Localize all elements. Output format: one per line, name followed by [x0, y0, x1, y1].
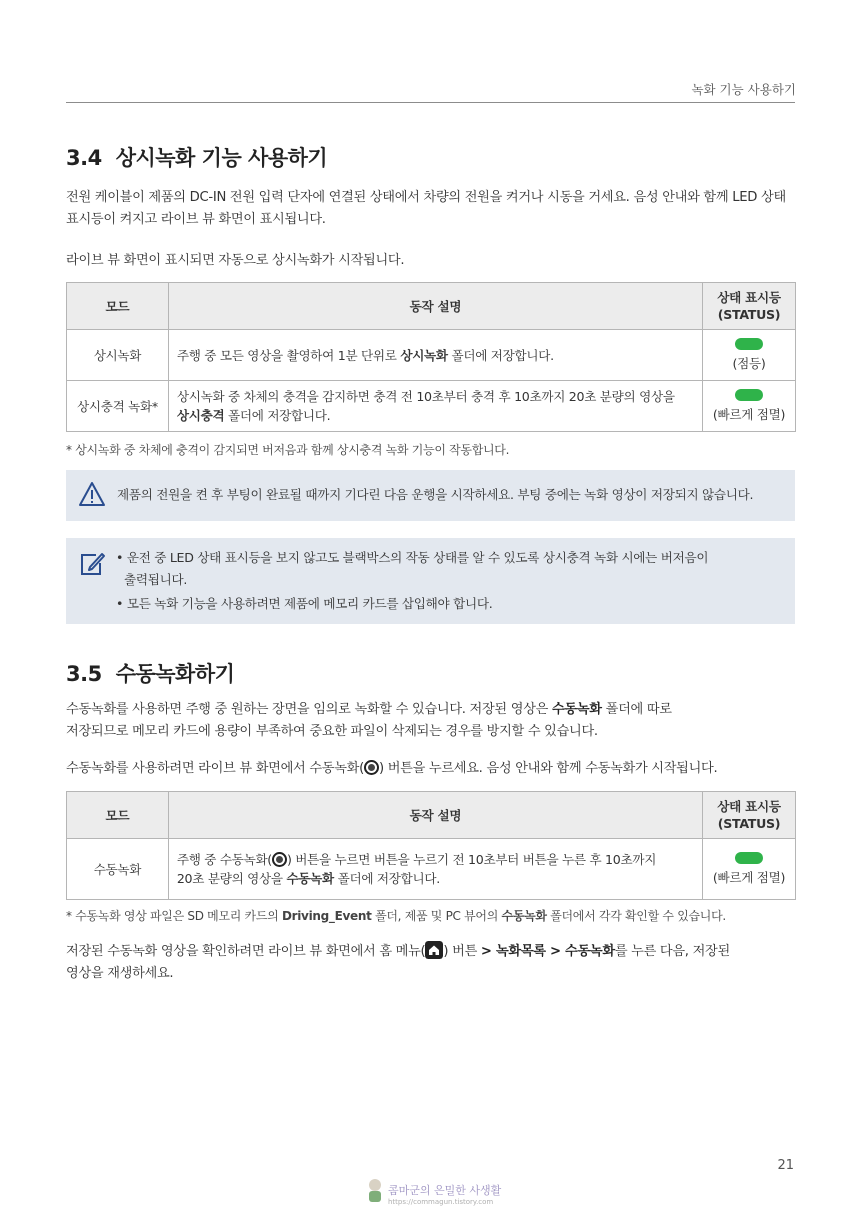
warning-text: 제품의 전원을 켠 후 부팅이 완료될 때까지 기다린 다음 운행을 시작하세요. 부팅 중에는 녹화 영상이 저장되지 않습니다.: [117, 487, 754, 502]
section-heading-3-4: [66, 142, 327, 172]
text: 폴더, 제품 및 PC 뷰어의: [371, 909, 502, 923]
status-label: 상태 표시등: [717, 799, 781, 814]
status-text: (빠르게 점멸): [712, 406, 786, 422]
desc-text: 폴더에 저장합니다.: [447, 347, 554, 363]
note-item: [116, 547, 708, 591]
header-status: [703, 283, 796, 330]
home-icon: [425, 941, 443, 959]
desc-text: 20초 분량의 영상을: [176, 871, 287, 886]
description-cell: [168, 330, 702, 381]
text: 영상을 재생하세요.: [66, 966, 174, 981]
status-cell: [703, 381, 796, 432]
paragraph: [66, 941, 796, 985]
text: 저장되므로 메모리 카드에 용량이 부족하여 중요한 파일이 삭제되는 경우를 방지할 수 있습니다.: [66, 724, 598, 739]
text: 폴더에서 각각 확인할 수 있습니다.: [546, 909, 726, 923]
section-title: 상시녹화 기능 사용하기: [115, 146, 328, 170]
paragraph: [66, 758, 796, 780]
note-item: • 모든 녹화 기능을 사용하려면 제품에 메모리 카드를 삽입해야 합니다.: [116, 596, 493, 611]
watermark-url: https://commagun.tistory.com: [388, 1198, 494, 1206]
header-mode: 모드: [67, 283, 169, 330]
status-cell: [703, 839, 796, 900]
text: 폴더에 따로: [601, 702, 672, 717]
status-sublabel: (STATUS): [717, 816, 781, 831]
section-number: 3.4: [66, 146, 102, 170]
text: 를 누른 다음, 저장된: [614, 944, 730, 959]
section-title: 수동녹화하기: [115, 662, 235, 686]
status-text: (점등): [732, 355, 766, 371]
text: ) 버튼을 누르세요. 음성 안내와 함께 수동녹화가 시작됩니다.: [378, 761, 718, 776]
paragraph: 라이브 뷰 화면이 표시되면 자동으로 상시녹화가 시작됩니다.: [66, 253, 405, 268]
status-cell: [703, 330, 796, 381]
desc-text: ) 버튼을 누르면 버튼을 누르기 전 10초부터 버튼을 누른 후 10초까지: [286, 852, 657, 867]
mode-cell: 수동녹화: [67, 839, 169, 900]
note-box: [66, 538, 795, 624]
desc-bold: 상시충격: [176, 408, 225, 423]
manual-recording-table: [66, 791, 796, 900]
header-status: [703, 792, 796, 839]
section-heading-3-5: [66, 658, 234, 688]
table-row: [67, 330, 796, 381]
desc-text: 주행 중 수동녹화(: [176, 852, 272, 867]
text: 수동녹화를 사용하려면 라이브 뷰 화면에서 수동녹화(: [66, 761, 364, 776]
note-text: • 운전 중 LED 상태 표시등을 보지 않고도 블랙박스의 작동 상태를 알 수 있도록 상시충격 녹화 시에는 버저음이: [116, 550, 709, 565]
status-sublabel: (STATUS): [717, 307, 781, 322]
table-row: [67, 839, 796, 900]
footnote: [66, 907, 726, 924]
desc-text: 폴더에 저장합니다.: [224, 408, 331, 423]
note-pencil-icon: [78, 551, 106, 577]
warning-icon: [78, 481, 106, 507]
section-number: 3.5: [66, 662, 102, 686]
text: ) 버튼: [443, 944, 481, 959]
table-header-row: [67, 792, 796, 839]
table-header-row: [67, 283, 796, 330]
header-divider: [66, 102, 795, 103]
status-label: 상태 표시등: [717, 290, 781, 305]
text-bold: > 녹화목록 > 수동녹화: [480, 944, 615, 959]
header-description: 동작 설명: [168, 792, 702, 839]
paragraph: 전원 케이블이 제품의 DC-IN 전원 입력 단자에 연결된 상태에서 차량의 전원을 켜거나 시동을 거세요. 음성 안내와 함께 LED 상태 표시등이 켜지고 라이브 뷰 화면이 표시됩니다.: [66, 190, 786, 227]
note-text: 출력됩니다.: [124, 572, 188, 587]
led-indicator-icon: [735, 338, 763, 350]
text-bold: 수동녹화: [551, 702, 602, 717]
description-cell: [168, 839, 702, 900]
paragraph: [66, 699, 796, 743]
desc-text: 상시녹화 중 차체의 충격을 감지하면 충격 전 10초부터 충격 후 10초까지 20초 분량의 영상을: [176, 389, 675, 404]
desc-bold: 수동녹화: [286, 871, 334, 886]
text: * 수동녹화 영상 파일은 SD 메모리 카드의: [66, 909, 282, 923]
header-mode: 모드: [67, 792, 169, 839]
text-bold: 수동녹화: [501, 909, 547, 923]
mode-cell: 상시충격 녹화*: [67, 381, 169, 432]
desc-bold: 상시녹화: [400, 347, 448, 363]
mode-cell: 상시녹화: [67, 330, 169, 381]
page-header-title: 녹화 기능 사용하기: [691, 82, 796, 97]
continuous-recording-table: [66, 282, 796, 432]
warning-box: [66, 470, 795, 521]
avatar-icon: [366, 1178, 384, 1204]
blog-watermark: [366, 1176, 506, 1210]
led-indicator-icon: [735, 389, 763, 401]
table-row: [67, 381, 796, 432]
status-text: (빠르게 점멸): [712, 869, 786, 885]
record-button-icon: [272, 852, 287, 867]
text: 저장된 수동녹화 영상을 확인하려면 라이브 뷰 화면에서 홈 메뉴(: [66, 944, 426, 959]
led-indicator-icon: [735, 852, 763, 864]
desc-text: 주행 중 모든 영상을 촬영하여 1분 단위로: [176, 347, 401, 363]
text-bold: Driving_Event: [281, 909, 372, 923]
footnote: * 상시녹화 중 차체에 충격이 감지되면 버저음과 함께 상시충격 녹화 기능이 작동합니다.: [66, 443, 510, 457]
page-number: 21: [777, 1158, 794, 1173]
text: 수동녹화를 사용하면 주행 중 원하는 장면을 임의로 녹화할 수 있습니다. 저장된 영상은: [66, 702, 552, 717]
desc-text: 폴더에 저장합니다.: [333, 871, 440, 886]
header-description: 동작 설명: [168, 283, 702, 330]
record-button-icon: [364, 760, 379, 775]
description-cell: [168, 381, 702, 432]
watermark-title: 콤마군의 은밀한 사생활: [388, 1184, 502, 1197]
